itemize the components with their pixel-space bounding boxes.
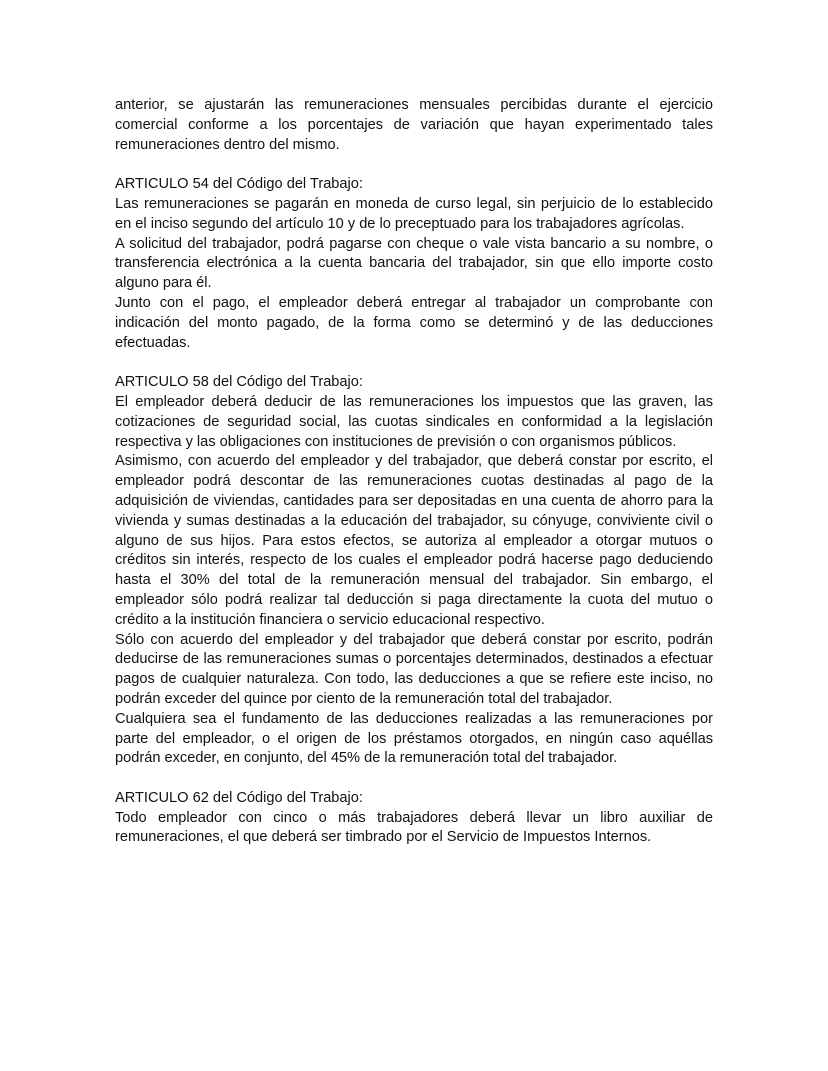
article-58 <box>115 373 713 769</box>
article-62-heading: ARTICULO 62 del Código del Trabajo: <box>115 789 363 806</box>
article-58-paragraph-3: Sólo con acuerdo del empleador y del trabajador que deberá constar por escrito, podrán deducirse de las remuneraciones sumas o porcentajes determinados, destinados a efectuar pagos de cualquier naturaleza. Con todo, las deducciones a que se refiere este inciso, no podrán exceder del quince por ciento de la remuneración total del trabajador. <box>115 631 713 707</box>
document-page <box>115 96 713 848</box>
article-54-paragraph-3: Junto con el pago, el empleador deberá entregar al trabajador un comprobante con indicación del monto pagado, de la forma como se determinó y de las deducciones efectuadas. <box>115 294 713 351</box>
article-58-paragraph-2: Asimismo, con acuerdo del empleador y del trabajador, que deberá constar por escrito, el empleador podrá descontar de las remuneraciones cuotas destinadas al pago de la adquisición de viviendas, cantidades para ser depositadas en una cuenta de ahorro para la vivienda y sumas destinadas a la educación del trabajador, su cónyuge, conviviente civil o alguno de sus hijos. Para estos efectos, se autoriza al empleador a otorgar mutuos o créditos sin interés, respecto de los cuales el empleador podrá hacerse pago deduciendo hasta el 30% del total de la remuneración mensual del trabajador. Sin embargo, el empleador sólo podrá realizar tal deducción si paga directamente la cuota del mutuo o crédito a la institución financiera o servicio educacional respectivo. <box>115 453 713 628</box>
article-54-paragraph-1: Las remuneraciones se pagarán en moneda de curso legal, sin perjuicio de lo establecido en el inciso segundo del artículo 10 y de lo preceptuado para los trabajadores agrícolas. <box>115 195 713 232</box>
article-54-heading: ARTICULO 54 del Código del Trabajo: <box>115 176 363 193</box>
article-54 <box>115 175 713 353</box>
article-62-paragraph-1: Todo empleador con cinco o más trabajadores deberá llevar un libro auxiliar de remuneraciones, el que deberá ser timbrado por el Servicio de Impuestos Internos. <box>115 809 713 846</box>
article-54-paragraph-2: A solicitud del trabajador, podrá pagarse con cheque o vale vista bancario a su nombre, o transferencia electrónica a la cuenta bancaria del trabajador, sin que ello importe costo alguno para él. <box>115 235 713 292</box>
intro-paragraph: anterior, se ajustarán las remuneraciones mensuales percibidas durante el ejercicio comercial conforme a los porcentajes de variación que hayan experimentado tales remuneraciones dentro del mismo. <box>115 97 713 153</box>
article-58-heading: ARTICULO 58 del Código del Trabajo: <box>115 374 363 391</box>
article-58-paragraph-1: El empleador deberá deducir de las remuneraciones los impuestos que las graven, las cotizaciones de seguridad social, las cuotas sindicales en conformidad a la legislación respectiva y las obligaciones con instituciones de previsión o con organismos públicos. <box>115 393 713 450</box>
article-58-paragraph-4: Cualquiera sea el fundamento de las deducciones realizadas a las remuneraciones por parte del empleador, o el origen de los préstamos otorgados, en ningún caso aquéllas podrán exceder, en conjunto, del 45% de la remuneración total del trabajador. <box>115 710 713 767</box>
article-62 <box>115 789 713 848</box>
